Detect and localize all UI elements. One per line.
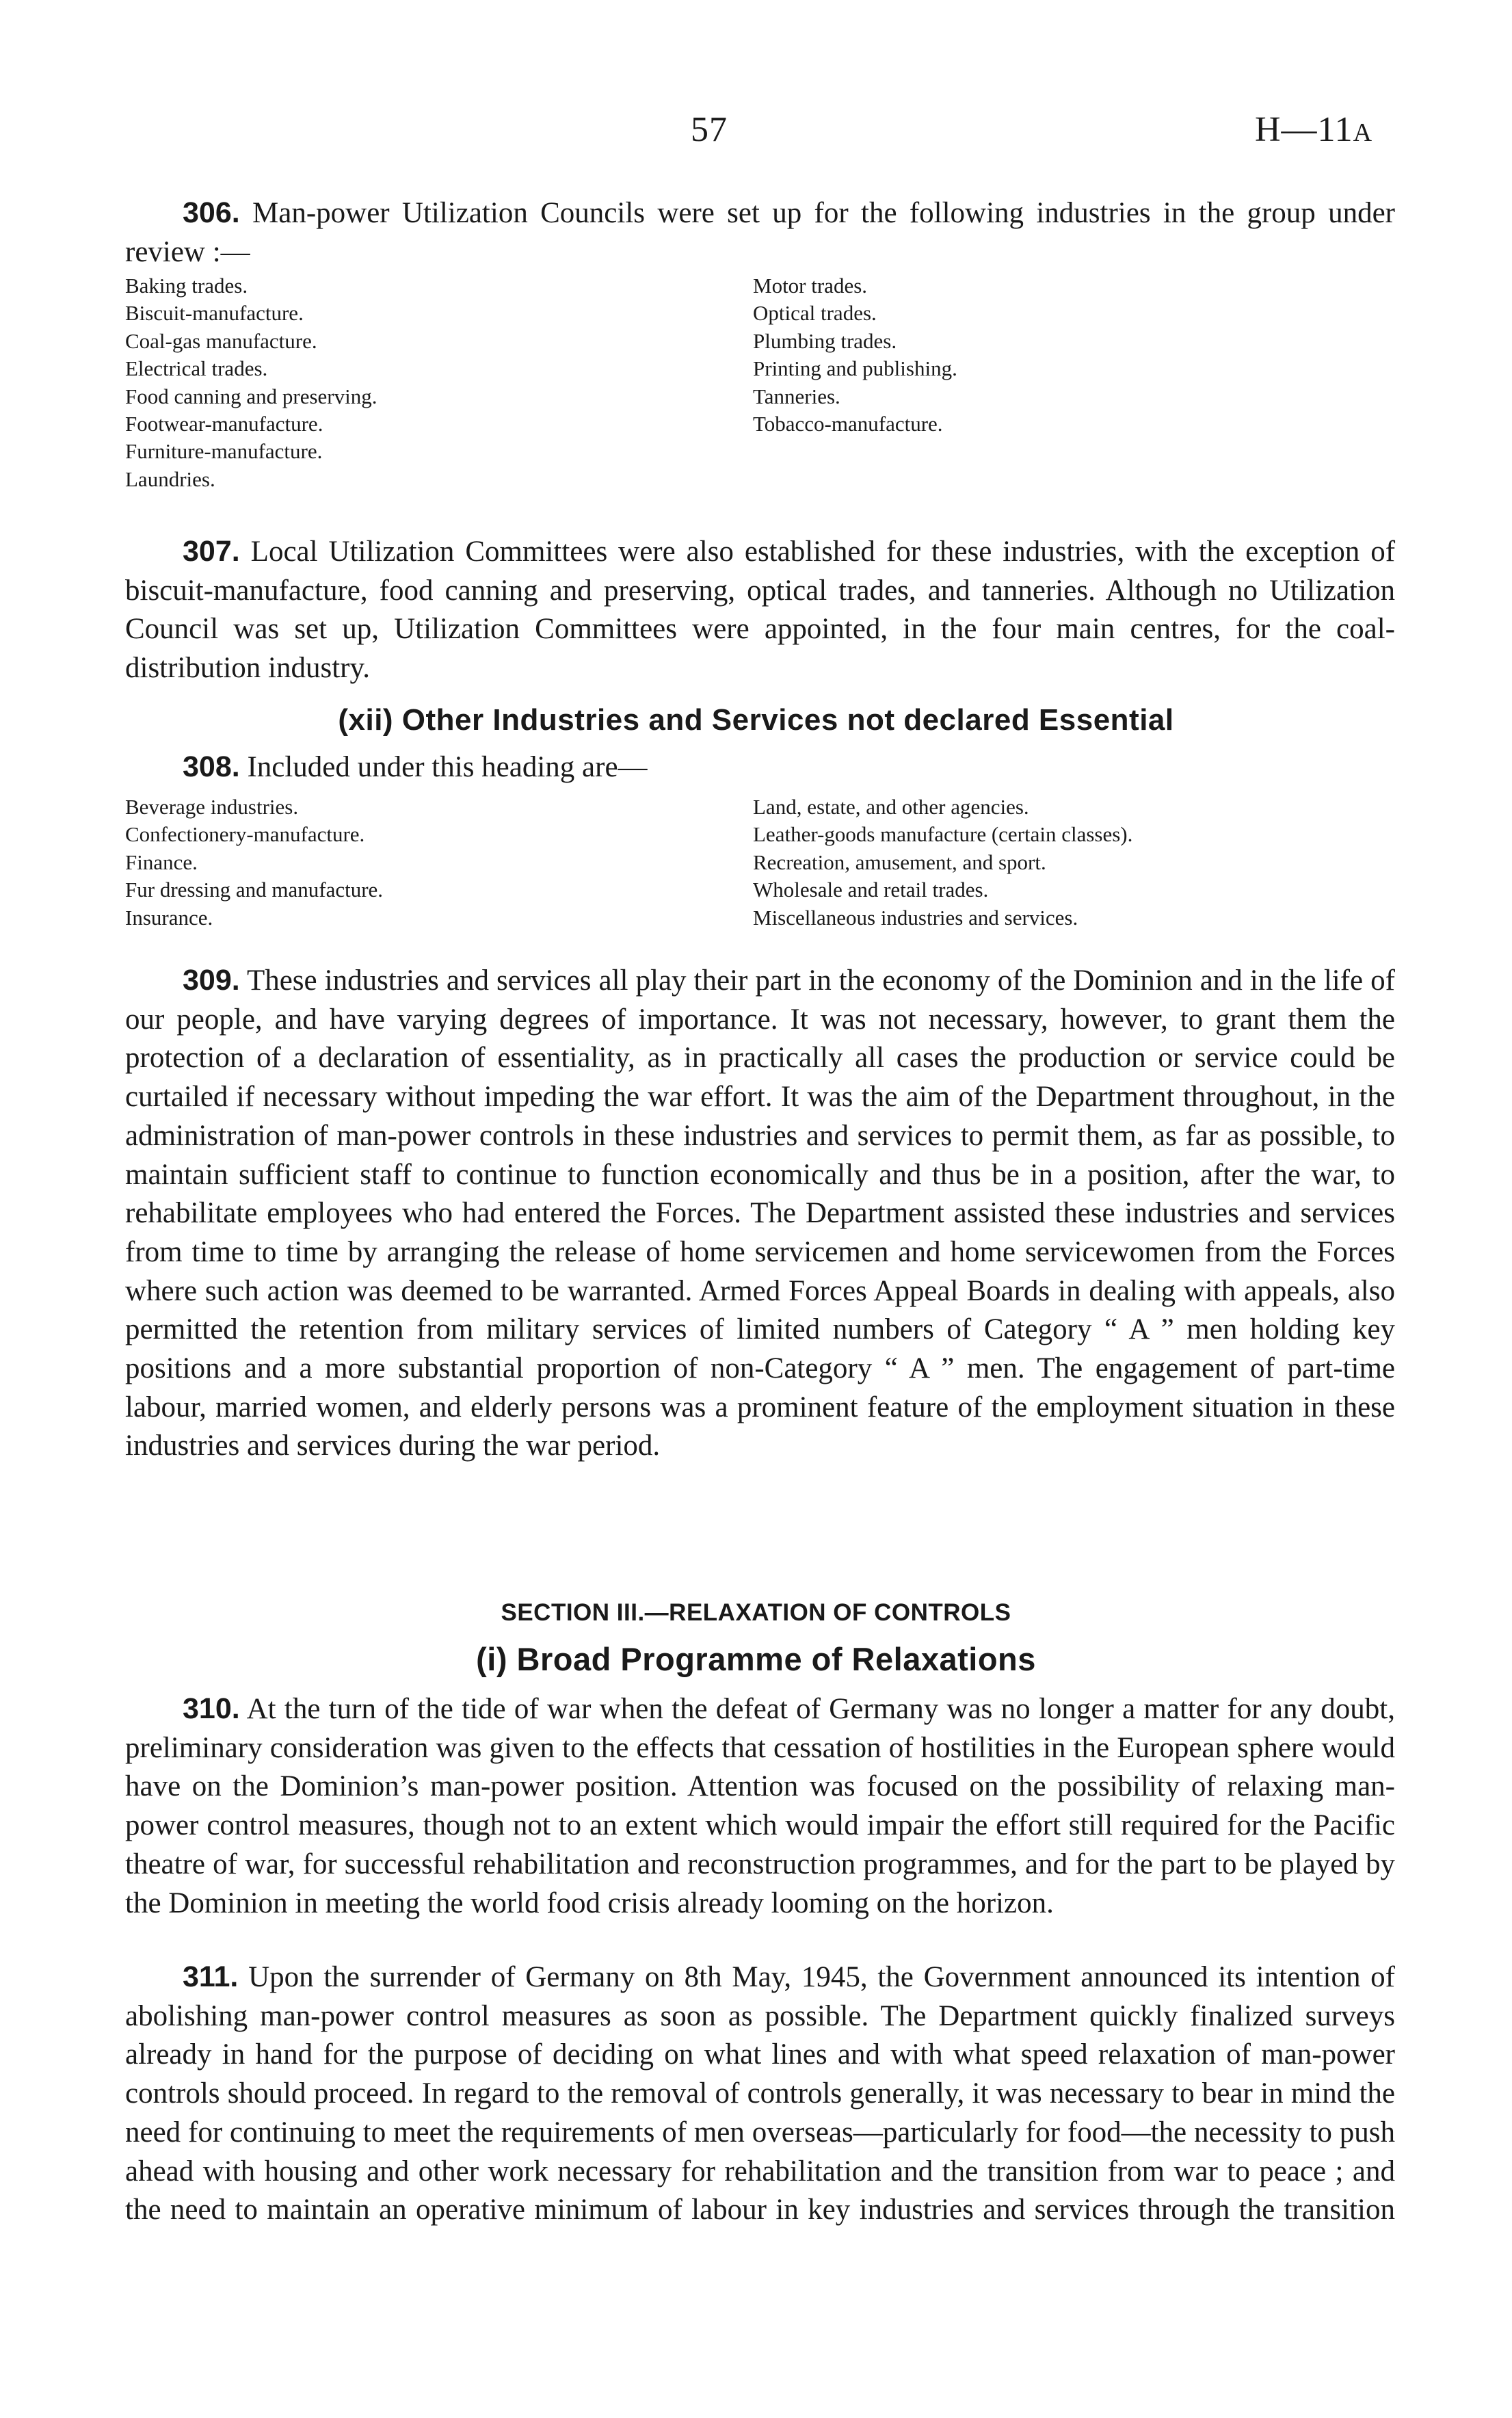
page-number: 57 [691, 110, 728, 149]
list-item: Baking trades. [125, 274, 248, 298]
paragraph-number: 307. [183, 535, 240, 568]
list-item: Fur dressing and manufacture. [125, 878, 384, 902]
section-heading: SECTION III.—RELAXATION OF CONTROLS [501, 1599, 1011, 1626]
list-item: Wholesale and retail trades. [753, 878, 989, 902]
paragraph-text: These industries and services all play their part in the economy of the Dominion and in the life of our people, and have varying degrees of importance. It was not necessary, however, to grant them the protection of a declaration of essentiality, as in practically all cases the production or service could be curtailed if necessary without impeding the war effort. It was the aim of the Department throughout, in the administration of man-power controls in these industries and services to permit them, as far as possible, to maintain sufficient staff to continue to function economically and thus be in a position, after the war, to rehabilitate employees who had entered the Forces. The Department assisted these industries and services from time to time by arranging the release of home servicemen and home servicewomen from the Forces where such action was deemed to be warranted. Armed Forces Appeal Boards in dealing with appeals, also permitted the retention from military services of limited numbers of Category “ A ” men holding key positions and a more substantial proportion of non-Category “ A ” men. The engagement of part-time labour, married women, and elderly persons was a prominent feature of the employment situation in these industries and services during the war period. [125, 964, 1395, 1462]
paragraph-text: Man-power Utilization Councils were set up for the following industries in the group under review :— [125, 197, 1395, 268]
paragraph-text: Local Utilization Committees were also established for these industries, with the exception of biscuit-manufacture, food canning and preserving, optical trades, and tanneries. Although no Utilization Council was set up, Utilization Committees were appointed, in the four main centres, for the coal-distribution industry. [125, 536, 1396, 685]
paragraph-308 [125, 748, 1395, 787]
list-item: Furniture-manufacture. [125, 439, 323, 464]
list-item: Leather-goods manufacture (certain classes). [753, 822, 1133, 847]
industry-list-right [753, 272, 957, 438]
paragraph-number: 309. [183, 964, 240, 997]
list-item: Tobacco-manufacture. [753, 412, 943, 436]
list-item: Printing and publishing. [753, 356, 957, 381]
paragraph-text: Included under this heading are— [247, 751, 648, 783]
subheading-other-industries: (xii) Other Industries and Services not declared Essential [338, 703, 1174, 737]
list-item: Insurance. [125, 905, 213, 930]
list-item: Footwear-manufacture. [125, 412, 323, 436]
list-item: Optical trades. [753, 301, 877, 326]
document-code [1255, 109, 1372, 150]
list-item: Biscuit-manufacture. [125, 301, 304, 326]
list-item: Plumbing trades. [753, 328, 897, 353]
paragraph-310 [125, 1690, 1395, 1923]
list-item: Land, estate, and other agencies. [753, 795, 1029, 819]
paragraph-number: 310. [183, 1692, 240, 1725]
list-item: Confectionery-manufacture. [125, 822, 365, 847]
paragraph-309 [125, 961, 1395, 1466]
paragraph-text: At the turn of the tide of war when the defeat of Germany was no longer a matter for any doubt, preliminary consideration was given to the effects that cessation of hostilities in the European sphere would have on the Dominion’s man-power position. Attention was focused on the possibility of relaxing man-power control measures, though not to an extent which would impair the effort still required for the Pacific theatre of war, for successful rehabilitation and reconstruction programmes, and for the part to be played by the Dominion in meeting the world food crisis already looming on the horizon. [125, 1693, 1395, 1919]
paragraph-311 [125, 1958, 1395, 2230]
industry-list-right [753, 793, 1132, 932]
document-code-main: H—11 [1255, 110, 1353, 149]
paragraph-text: Upon the surrender of Germany on 8th May, 1945, the Government announced its intention of abolishing man-power control measures as soon as possible. The Department quickly finalized surveys already in hand for the purpose of deciding on what lines and with what speed relaxation of man-power controls should proceed. In regard to the removal of controls generally, it was necessary to bear in mind the need for continuing to meet the requirements of men overseas—particularly for food—the necessity to push ahead with housing and other work necessary for rehabilitation and the transition from war to peace ; and the need to maintain an operative minimum of labour in key industries and services through the transition [125, 1961, 1396, 2226]
industry-list-left [125, 793, 383, 932]
paragraph-number: 311. [183, 1960, 239, 1993]
list-item: Food canning and preserving. [125, 384, 377, 408]
paragraph-307 [125, 532, 1395, 688]
list-item: Finance. [125, 850, 198, 874]
list-item: Coal-gas manufacture. [125, 328, 317, 353]
list-item: Laundries. [125, 466, 215, 491]
document-code-suffix: A [1353, 118, 1373, 147]
list-item: Tanneries. [753, 384, 840, 408]
paragraph-306 [125, 194, 1395, 272]
list-item: Electrical trades. [125, 356, 268, 381]
subheading-broad-programme: (i) Broad Programme of Relaxations [476, 1641, 1036, 1677]
list-item: Miscellaneous industries and services. [753, 905, 1078, 930]
list-item: Recreation, amusement, and sport. [753, 850, 1046, 874]
list-item: Beverage industries. [125, 795, 299, 819]
paragraph-number: 306. [183, 196, 240, 229]
industry-list-left [125, 272, 377, 493]
paragraph-number: 308. [183, 750, 240, 783]
list-item: Motor trades. [753, 274, 868, 298]
